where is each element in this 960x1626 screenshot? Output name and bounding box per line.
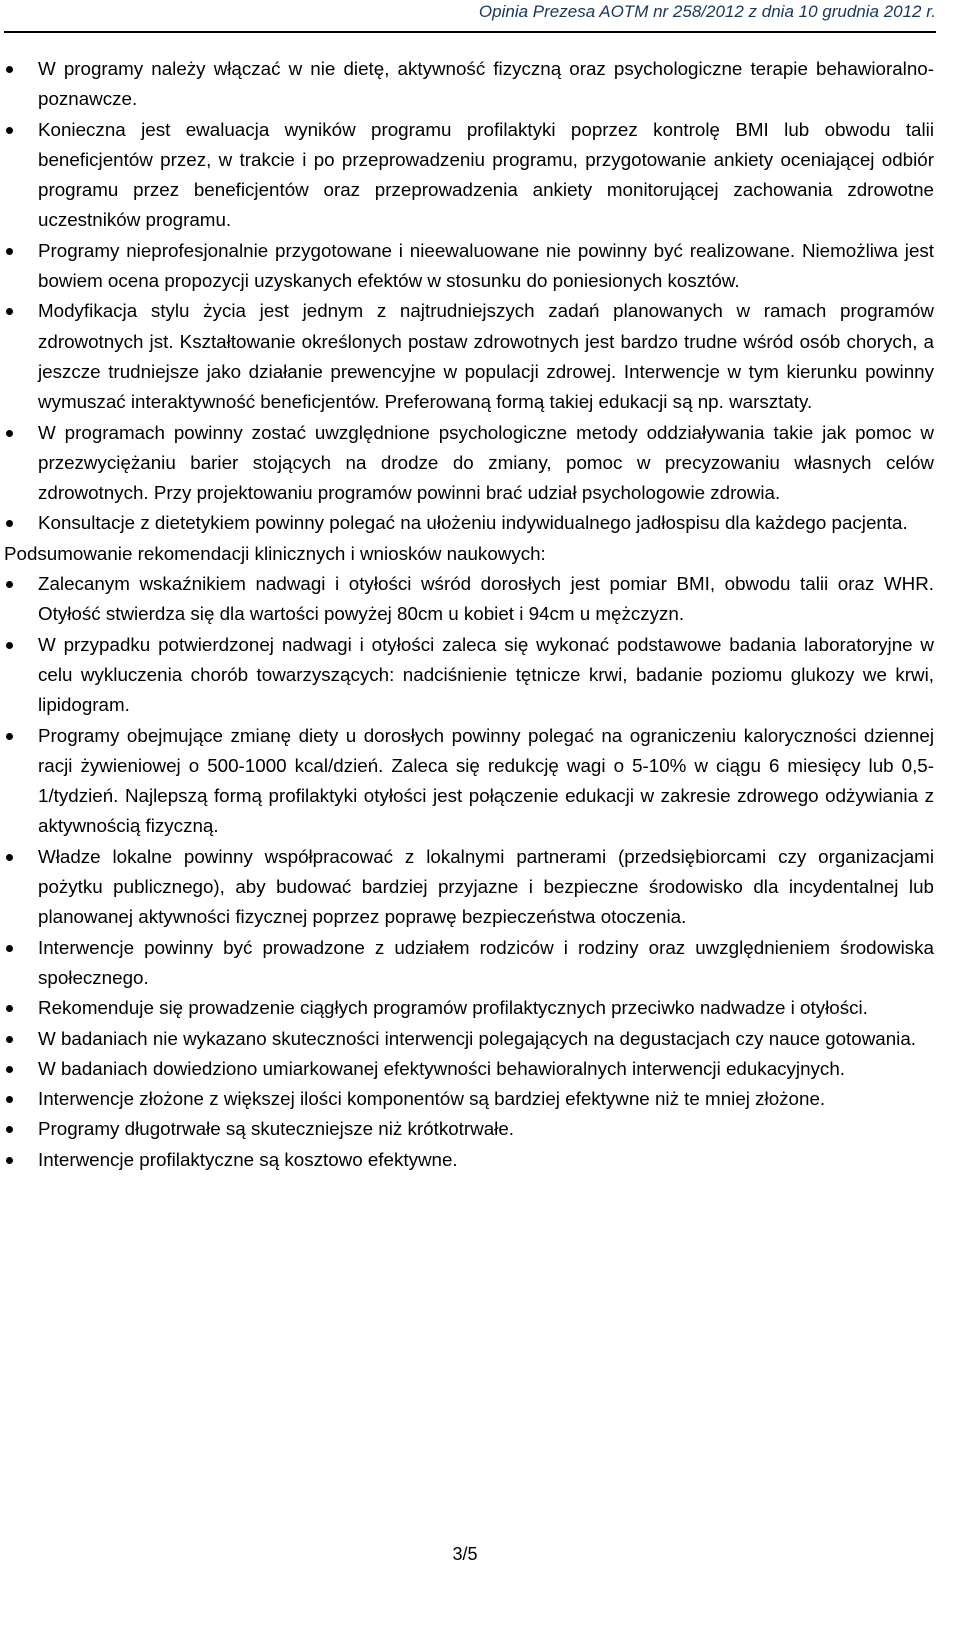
list-item: W programach powinny zostać uwzględnione psychologiczne metody oddziaływania takie jak pomoc w przezwyciężaniu barier stojących na drodze do zmiany, pomoc w precyzowaniu własnych celów zdrowotnych. Przy projektowaniu programów powinni brać udział psychologowie zdrowia. [4,418,934,509]
list-item: W programy należy włączać w nie dietę, aktywność fizyczną oraz psychologiczne terapie behawioralno-poznawcze. [4,54,934,115]
list-item: W badaniach nie wykazano skuteczności interwencji polegających na degustacjach czy nauce gotowania. [4,1024,934,1054]
section-heading: Podsumowanie rekomendacji klinicznych i wniosków naukowych: [4,542,546,564]
list-item: Programy nieprofesjonalnie przygotowane i nieewaluowane nie powinny być realizowane. Niemożliwa jest bowiem ocena propozycji uzyskanych efektów w stosunku do poniesionych kosztów. [4,236,934,297]
list-item: Programy długotrwałe są skuteczniejsze niż krótkotrwałe. [4,1114,934,1144]
list-item: Zalecanym wskaźnikiem nadwagi i otyłości wśród dorosłych jest pomiar BMI, obwodu talii oraz WHR. Otyłość stwierdza się dla wartości powyżej 80cm u kobiet i 94cm u mężczyzn. [4,569,934,630]
list-item: Władze lokalne powinny współpracować z lokalnymi partnerami (przedsiębiorcami czy organizacjami pożytku publicznego), aby budować bardziej przyjazne i bezpieczne środowisko dla incydentalnej lub planowanej aktywności fizycznej poprzez poprawę bezpieczeństwa otoczenia. [4,842,934,933]
header-divider [4,31,936,33]
recommendations-list [4,54,934,539]
page-header-title: Opinia Prezesa AOTM nr 258/2012 z dnia 10 grudnia 2012 r. [478,2,936,21]
list-item: Konieczna jest ewaluacja wyników programu profilaktyki poprzez kontrolę BMI lub obwodu talii beneficjentów przez, w trakcie i po przeprowadzeniu programu, przygotowanie ankiety oceniającej odbiór programu przez beneficjentów oraz przeprowadzenia ankiety monitorującej zachowania zdrowotne uczestników programu. [4,115,934,236]
summary-list [4,569,934,1175]
list-item: W badaniach dowiedziono umiarkowanej efektywności behawioralnych interwencji edukacyjnych. [4,1054,934,1084]
list-item: Programy obejmujące zmianę diety u dorosłych powinny polegać na ograniczeniu kaloryczności dziennej racji żywieniowej o 500-1000 kcal/dzień. Zaleca się redukcję wagi o 5-10% w ciągu 6 miesięcy lub 0,5-1/tydzień. Najlepszą formą profilaktyki otyłości jest połączenie edukacji w zakresie zdrowego odżywiania z aktywnością fizyczną. [4,721,934,842]
list-item: Rekomenduje się prowadzenie ciągłych programów profilaktycznych przeciwko nadwadze i otyłości. [4,993,934,1023]
list-item: Interwencje profilaktyczne są kosztowo efektywne. [4,1145,934,1175]
page-number: 3/5 [452,1544,478,1564]
list-item: W przypadku potwierdzonej nadwagi i otyłości zaleca się wykonać podstawowe badania laboratoryjne w celu wykluczenia chorób towarzyszących: nadciśnienie tętnicze krwi, badanie poziomu glukozy we krwi, lipidogram. [4,630,934,721]
list-item: Modyfikacja stylu życia jest jednym z najtrudniejszych zadań planowanych w ramach programów zdrowotnych jst. Kształtowanie określonych postaw zdrowotnych jest bardzo trudne wśród osób chorych, a jeszcze trudniejsze jako działanie prewencyjne w populacji zdrowej. Interwencje w tym kierunku powinny wymuszać interaktywność beneficjentów. Preferowaną formą takiej edukacji są np. warsztaty. [4,296,934,417]
list-item: Konsultacje z dietetykiem powinny polegać na ułożeniu indywidualnego jadłospisu dla każdego pacjenta. [4,508,934,538]
list-item: Interwencje powinny być prowadzone z udziałem rodziców i rodziny oraz uwzględnieniem środowiska społecznego. [4,933,934,994]
list-item: Interwencje złożone z większej ilości komponentów są bardziej efektywne niż te mniej złożone. [4,1084,934,1114]
document-body [4,54,934,1175]
